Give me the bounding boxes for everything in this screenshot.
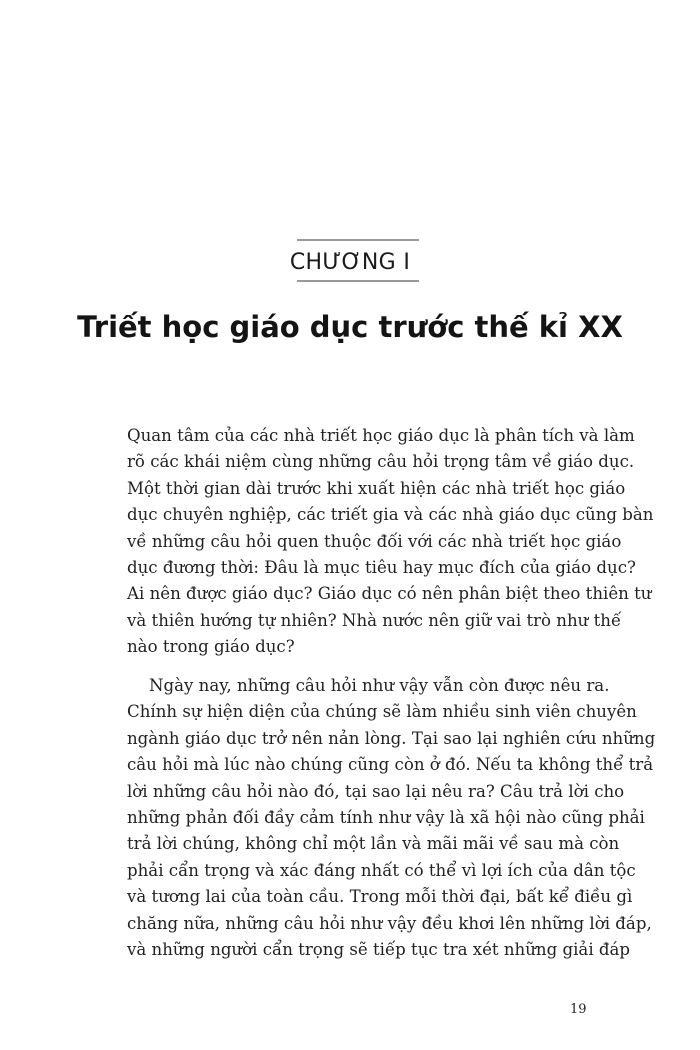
text-line: ngành giáo dục trở nên nản lòng. Tại sao lại nghiên cứu những xyxy=(127,728,656,748)
text-line: Quan tâm của các nhà triết học giáo dục là phân tích và làm xyxy=(127,426,635,445)
text-line: lời những câu hỏi nào đó, tại sao lại nêu ra? Câu trả lời cho xyxy=(127,781,625,801)
text-line: câu hỏi mà lúc nào chúng cũng còn ở đó. Nếu ta không thể trả xyxy=(127,755,654,775)
text-line: và thiên hướng tự nhiên? Nhà nước nên giữ vai trò như thế xyxy=(127,610,622,630)
text-line: những phản đối đầy cảm tính như vậy là xã hội nào cũng phải xyxy=(127,807,645,827)
text-line: Một thời gian dài trước khi xuất hiện các nhà triết học giáo xyxy=(127,478,626,498)
text-line: dục đương thời: Đâu là mục tiêu hay mục đích của giáo dục? xyxy=(127,557,636,577)
text-line: Chính sự hiện diện của chúng sẽ làm nhiều sinh viên chuyên xyxy=(127,702,637,722)
paragraph-1 xyxy=(127,423,654,661)
text-line: chăng nữa, những câu hỏi như vậy đều khơi lên những lời đáp, xyxy=(127,913,652,933)
text-line: về những câu hỏi quen thuộc đối với các nhà triết học giáo xyxy=(127,531,622,551)
text-line: phải cẩn trọng và xác đáng nhất có thể vì lợi ích của dân tộc xyxy=(127,860,636,880)
chapter-label: CHƯƠNG I xyxy=(289,250,411,275)
text-line: trả lời chúng, không chỉ một lần và mãi mãi về sau mà còn xyxy=(127,834,620,854)
text-line: Ai nên được giáo dục? Giáo dục có nên phân biệt theo thiên tư xyxy=(127,584,652,604)
chapter-rule-bottom xyxy=(297,280,419,282)
chapter-title: Triết học giáo dục trước thế kỉ XX xyxy=(77,310,623,344)
text-line: và tương lai của toàn cầu. Trong mỗi thời đại, bất kể điều gì xyxy=(127,887,633,907)
page-number: 19 xyxy=(570,1002,587,1017)
paragraph-2 xyxy=(127,673,656,963)
text-line: Ngày nay, những câu hỏi như vậy vẫn còn được nêu ra. xyxy=(149,676,610,695)
text-line: dục chuyên nghiệp, các triết gia và các nhà giáo dục cũng bàn xyxy=(127,505,654,525)
text-line: rõ các khái niệm cùng những câu hỏi trọng tâm về giáo dục. xyxy=(127,452,635,472)
chapter-rule-top xyxy=(297,239,419,241)
text-line: và những người cẩn trọng sẽ tiếp tục tra xét những giải đáp xyxy=(127,939,631,959)
text-line: nào trong giáo dục? xyxy=(127,637,295,657)
